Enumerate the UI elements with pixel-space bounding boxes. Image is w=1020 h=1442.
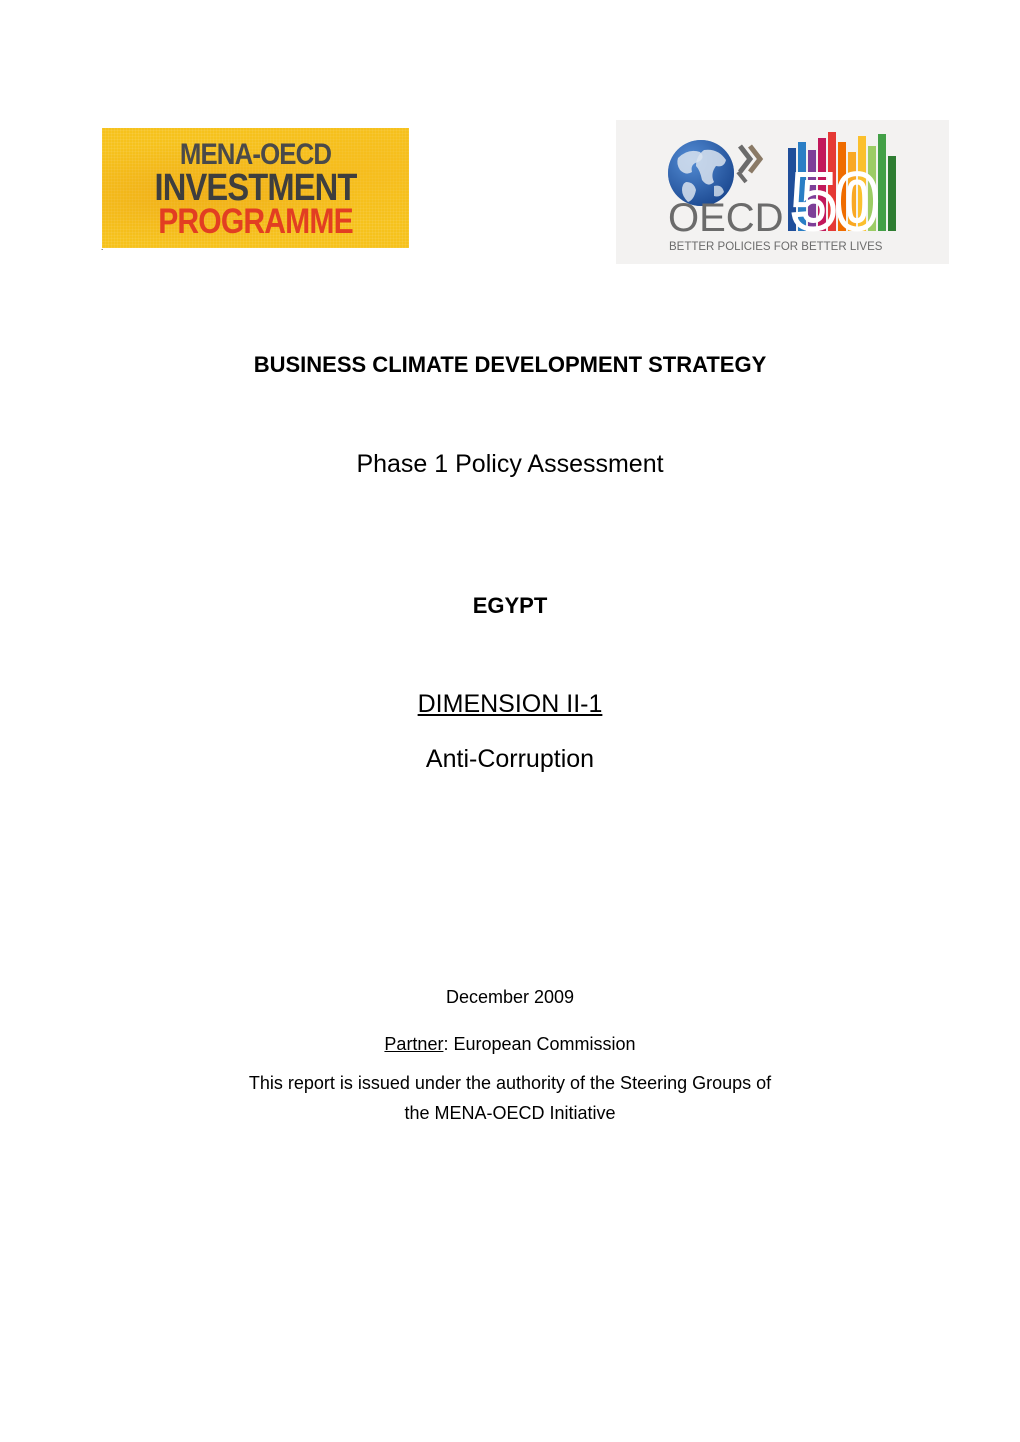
oecd-wordmark: OECD [668, 196, 784, 240]
dimension-label: DIMENSION II-1 [417, 690, 603, 718]
partner-label: Partner [384, 1034, 444, 1054]
topic-heading: Anti-Corruption [425, 745, 595, 773]
anniversary-number: 50 [792, 157, 879, 245]
authority-line-1: This report is issued under the authority of the Steering Groups of [248, 1073, 772, 1093]
authority-line-2: the MENA-OECD Initiative [404, 1103, 616, 1123]
stray-mark: . [101, 243, 104, 252]
mena-logo-line3: PROGRAMME [158, 202, 353, 241]
oecd-tagline: BETTER POLICIES FOR BETTER LIVES [669, 241, 883, 253]
partner-separator: : [443, 1034, 449, 1054]
document-date: December 2009 [445, 987, 575, 1007]
partner-line [0, 1034, 1020, 1055]
document-title: BUSINESS CLIMATE DEVELOPMENT STRATEGY [253, 352, 767, 377]
mena-oecd-logo [102, 128, 409, 248]
partner-value: European Commission [448, 1034, 636, 1054]
document-subtitle: Phase 1 Policy Assessment [356, 450, 664, 478]
country-heading: EGYPT [472, 593, 548, 618]
dimension-heading [0, 690, 1020, 719]
mena-logo-line2: INVESTMENT [154, 167, 357, 209]
oecd-50-logo [616, 120, 949, 264]
mena-logo-line1: MENA-OECD [179, 138, 332, 171]
chevron-marks-icon [738, 146, 760, 182]
oecd-50-logo-graphic [616, 120, 949, 264]
